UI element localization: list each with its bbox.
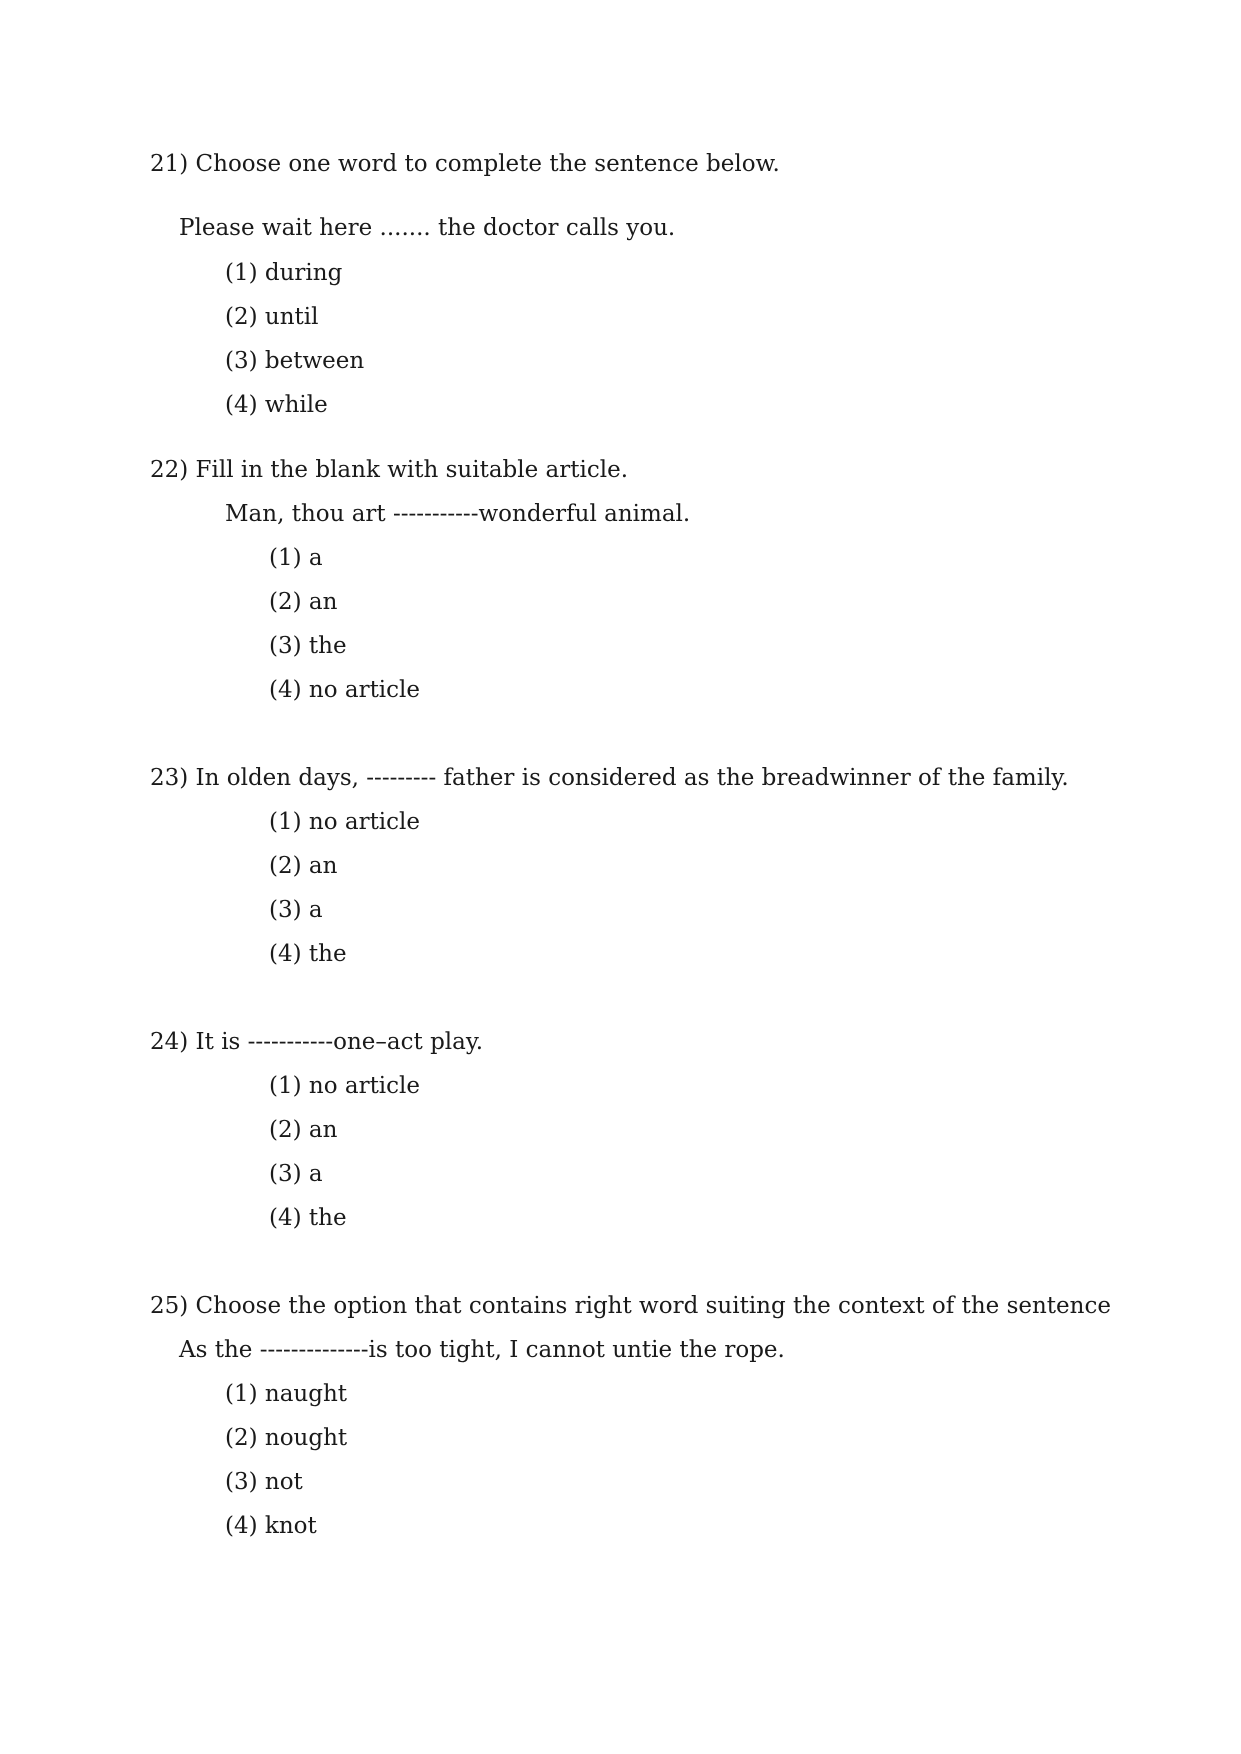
question-22-title: 22) Fill in the blank with suitable article.: [150, 457, 629, 483]
question-21-sentence: Please wait here ....... the doctor calls you.: [179, 215, 676, 241]
question-25-option-4: (4) knot: [225, 1513, 317, 1539]
question-21-title: 21) Choose one word to complete the sentence below.: [150, 151, 780, 177]
question-24-option-2: (2) an: [269, 1117, 338, 1143]
question-22-option-2: (2) an: [269, 589, 338, 615]
question-21-option-3: (3) between: [225, 348, 365, 374]
question-23-option-2: (2) an: [269, 853, 338, 879]
question-24-option-1: (1) no article: [269, 1073, 421, 1099]
question-25-option-3: (3) not: [225, 1469, 303, 1495]
question-21-option-2: (2) until: [225, 304, 319, 330]
question-23-option-3: (3) a: [269, 897, 323, 923]
question-24-title: 24) It is -----------one–act play.: [150, 1029, 484, 1055]
question-21-option-1: (1) during: [225, 260, 343, 286]
question-25-option-1: (1) naught: [225, 1381, 348, 1407]
question-21-option-4: (4) while: [225, 392, 328, 418]
question-25-option-2: (2) nought: [225, 1425, 348, 1451]
question-22-sentence: Man, thou art -----------wonderful animal.: [225, 501, 691, 527]
question-25-title: 25) Choose the option that contains right word suiting the context of the sentence: [150, 1293, 1111, 1319]
question-23-option-1: (1) no article: [269, 809, 421, 835]
question-23-title: 23) In olden days, --------- father is considered as the breadwinner of the family.: [150, 765, 1069, 791]
question-24-option-4: (4) the: [269, 1205, 347, 1231]
question-24-option-3: (3) a: [269, 1161, 323, 1187]
question-25-sentence: As the --------------is too tight, I cannot untie the rope.: [179, 1337, 785, 1363]
question-22-option-1: (1) a: [269, 545, 323, 571]
question-22-option-3: (3) the: [269, 633, 347, 659]
question-23-option-4: (4) the: [269, 941, 347, 967]
question-22-option-4: (4) no article: [269, 677, 421, 703]
